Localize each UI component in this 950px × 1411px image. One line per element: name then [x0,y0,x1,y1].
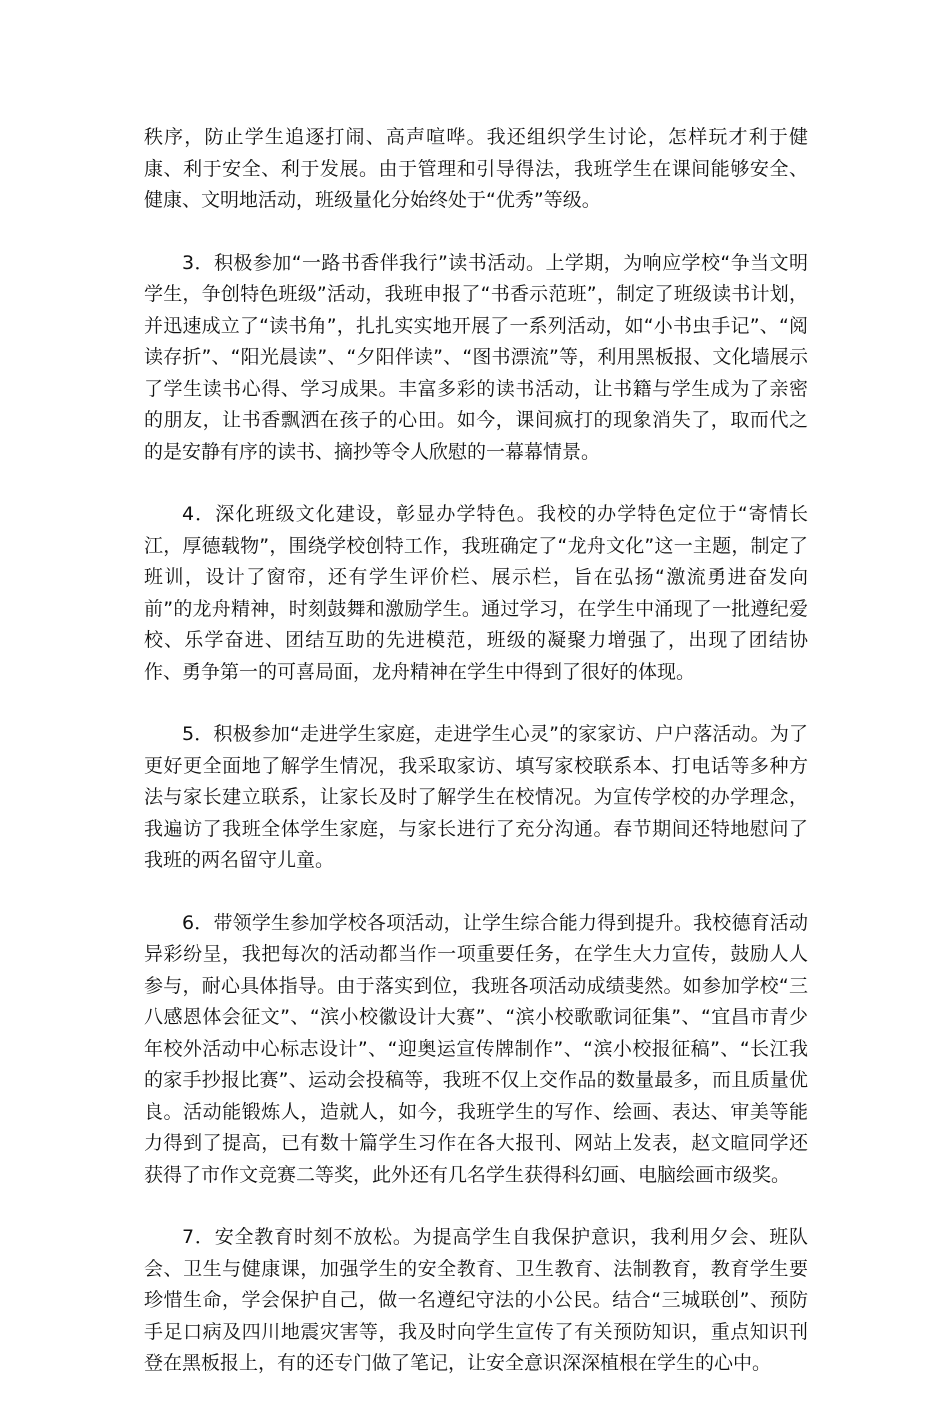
paragraph-item-5-home-visits: 5．积极参加“走进学生家庭，走进学生心灵”的家家访、户户落活动。为了更好更全面地了解学生情况，我采取家访、填写家校联系本、打电话等多种方法与家长建立联系，让家长及时了解学生在校情况。为宣传学校的办学理念，我遍访了我班全体学生家庭，与家长进行了充分沟通。春节期间还特地慰问了我班的两名留守儿童。 [144,723,808,871]
paragraph-continuation: 秩序，防止学生追逐打闹、高声喧哗。我还组织学生讨论，怎样玩才利于健康、利于安全、利于发展。由于管理和引导得法，我班学生在课间能够安全、健康、文明地活动，班级量化分始终处于“优秀”等级。 [144,126,808,211]
paragraph-item-7-safety-education: 7．安全教育时刻不放松。为提高学生自我保护意识，我利用夕会、班队会、卫生与健康课，加强学生的安全教育、卫生教育、法制教育，教育学生要珍惜生命，学会保护自己，做一名遵纪守法的小公民。结合“三城联创”、预防手足口病及四川地震灾害等，我及时向学生宣传了有关预防知识，重点知识刊登在黑板报上，有的还专门做了笔记，让安全意识深深植根在学生的心中。 [144,1226,808,1374]
paragraph-item-6-school-activities: 6．带领学生参加学校各项活动，让学生综合能力得到提升。我校德育活动异彩纷呈，我把每次的活动都当作一项重要任务，在学生大力宣传，鼓励人人参与，耐心具体指导。由于落实到位，我班各项活动成绩斐然。如参加学校“三八感恩体会征文”、“滨小校徽设计大赛”、“滨小校歌歌词征集”、“宜昌市青少年校外活动中心标志设计”、“迎奥运宣传牌制作”、“滨小校报征稿”、“长江我的家手抄报比赛”、运动会投稿等，我班不仅上交作品的数量最多，而且质量优良。活动能锻炼人，造就人，如今，我班学生的写作、绘画、表达、审美等能力得到了提高，已有数十篇学生习作在各大报刊、网站上发表，赵文暄同学还获得了市作文竞赛二等奖，此外还有几名学生获得科幻画、电脑绘画市级奖。 [144,911,808,1186]
paragraph-item-4-class-culture: 4．深化班级文化建设，彰显办学特色。我校的办学特色定位于“寄情长江，厚德载物”，围绕学校创特工作，我班确定了“龙舟文化”这一主题，制定了班训，设计了窗帘，还有学生评价栏、展示栏，旨在弘扬“激流勇进奋发向前”的龙舟精神，时刻鼓舞和激励学生。通过学习，在学生中涌现了一批遵纪爱校、乐学奋进、团结互助的先进模范，班级的凝聚力增强了，出现了团结协作、勇争第一的可喜局面，龙舟精神在学生中得到了很好的体现。 [144,503,808,683]
paragraph-item-3-reading-activity: 3．积极参加“一路书香伴我行”读书活动。上学期，为响应学校“争当文明学生，争创特色班级”活动，我班申报了“书香示范班”，制定了班级读书计划，并迅速成立了“读书角”，扎扎实实地开展了一系列活动，如“小书虫手记”、“阅读存折”、“阳光晨读”、“夕阳伴读”、“图书漂流”等，利用黑板报、文化墙展示了学生读书心得、学习成果。丰富多彩的读书活动，让书籍与学生成为了亲密的朋友，让书香飘洒在孩子的心田。如今，课间疯打的现象消失了，取而代之的是安静有序的读书、摘抄等令人欣慰的一幕幕情景。 [144,251,808,463]
document-body [144,122,808,1411]
